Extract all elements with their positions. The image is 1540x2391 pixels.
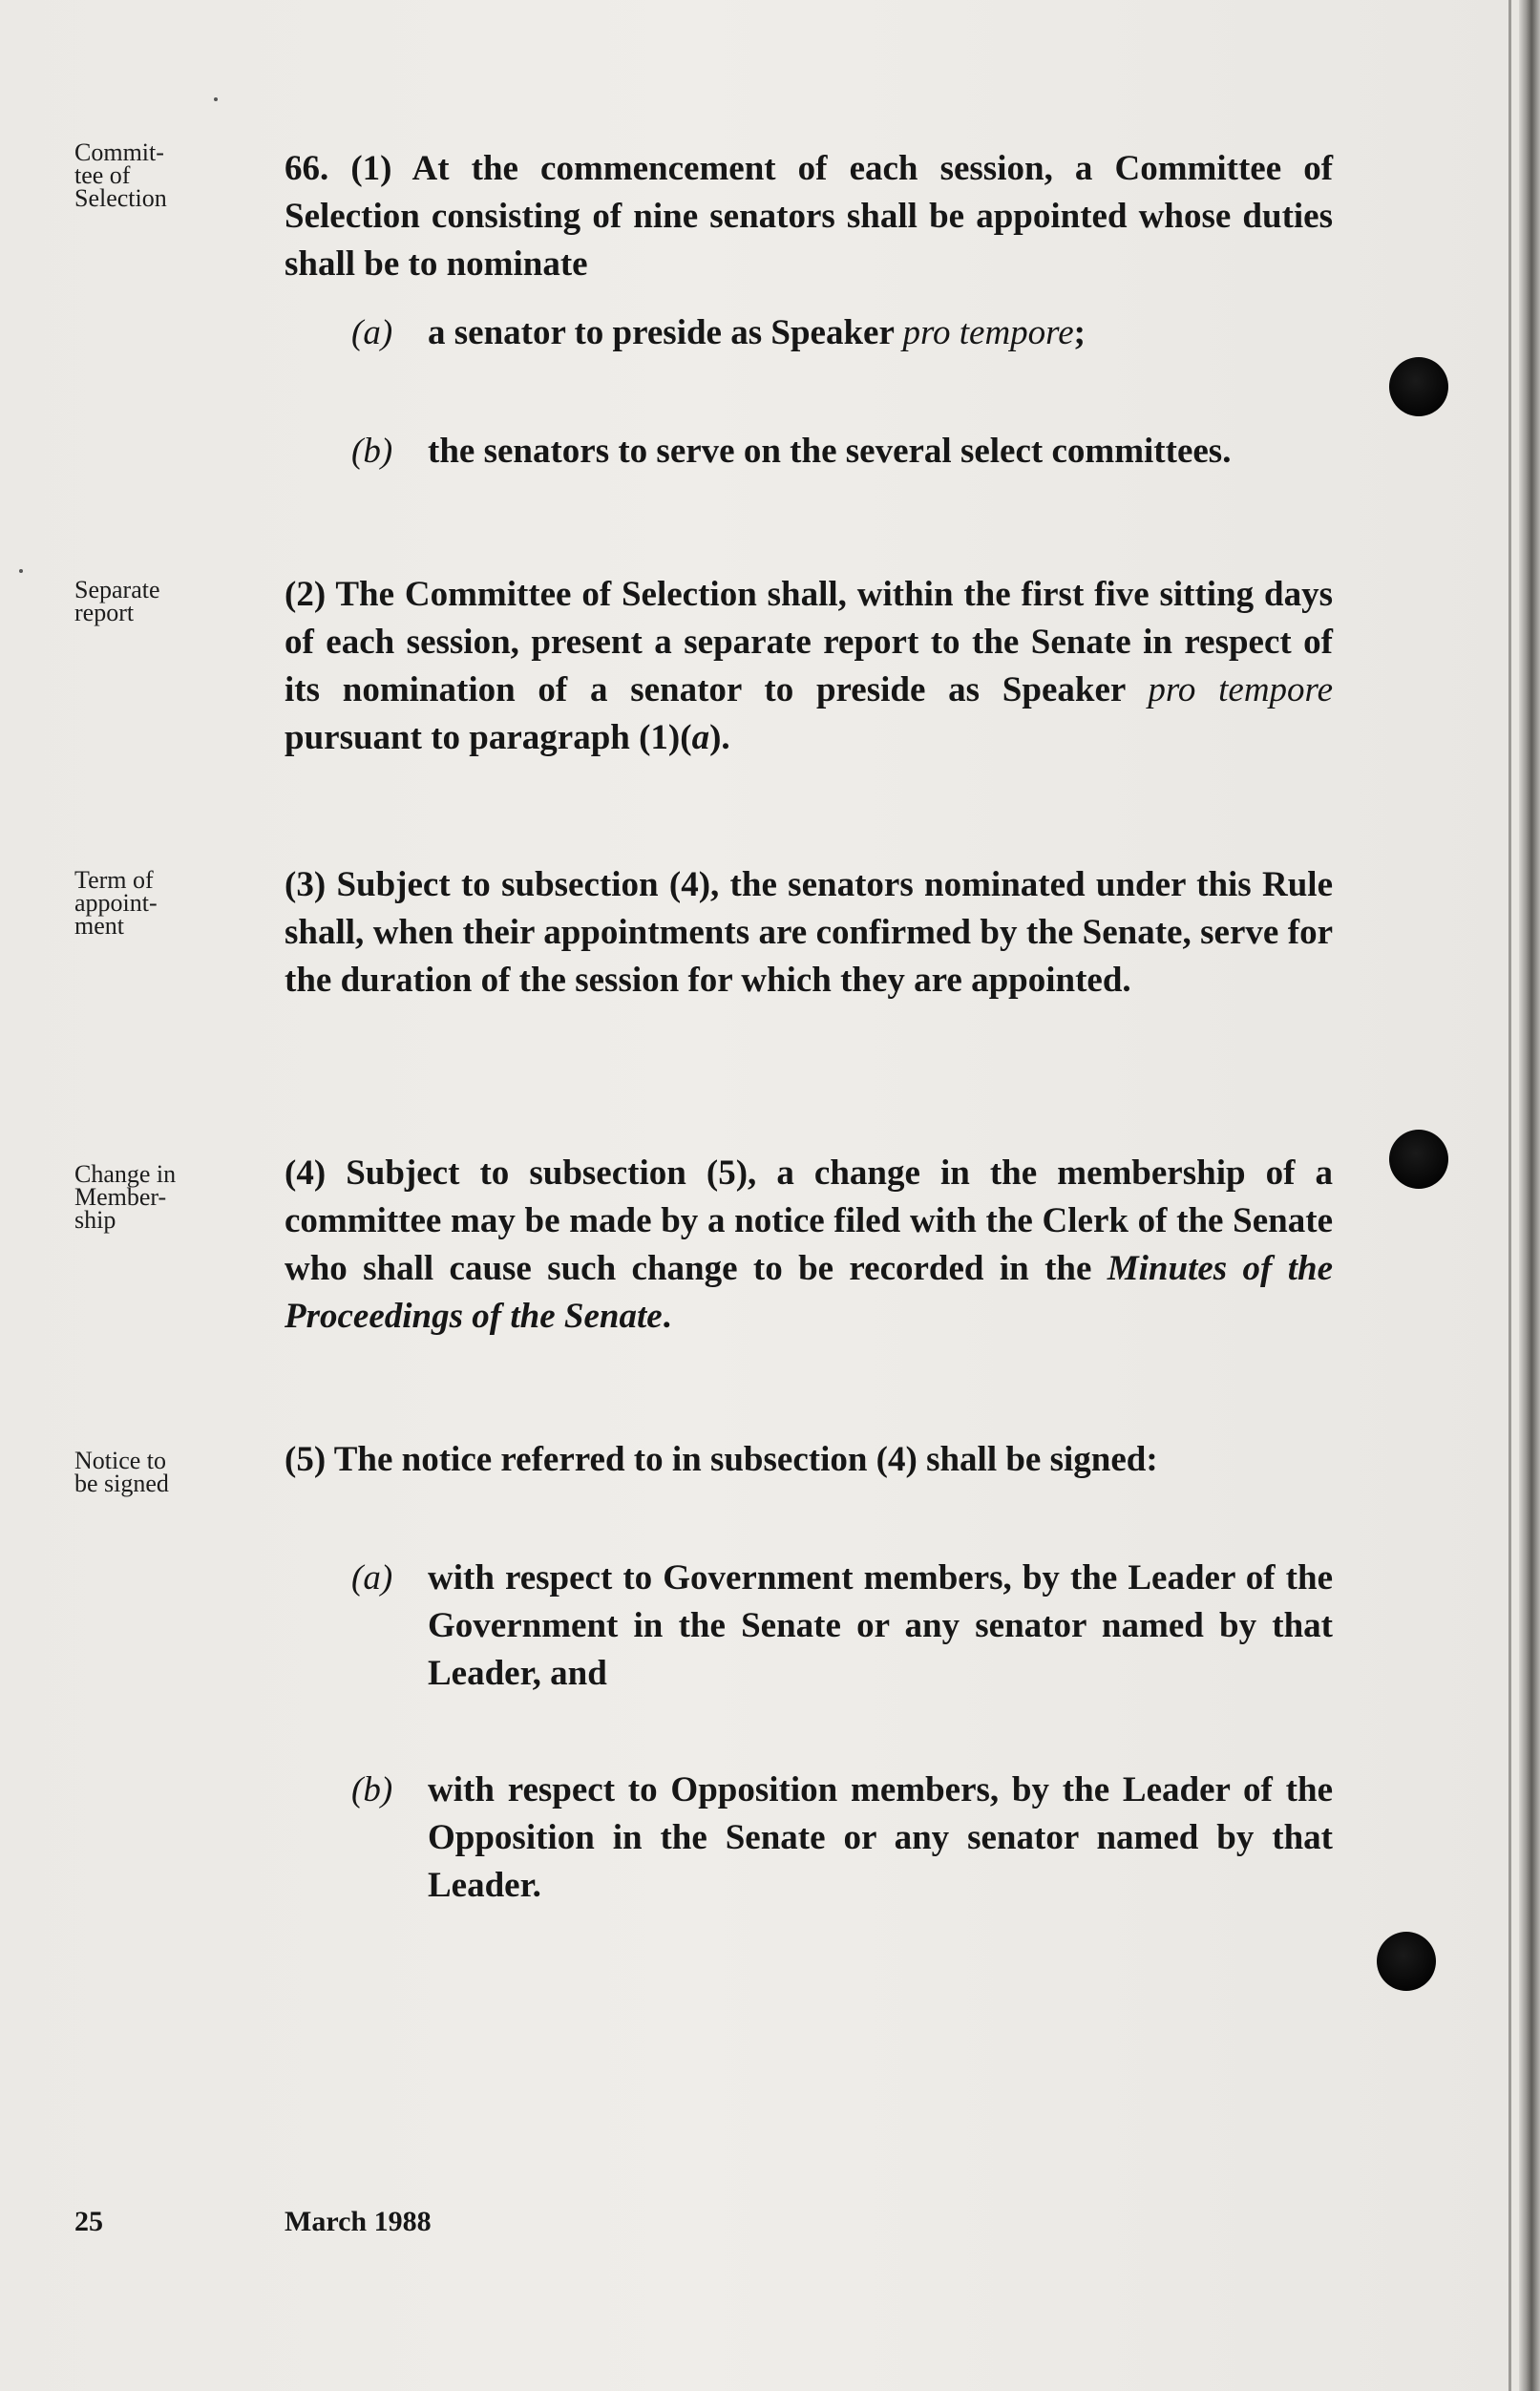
pro-tempore-italic: pro tempore bbox=[902, 313, 1074, 352]
subsection-2-text-3: ). bbox=[709, 718, 730, 757]
rule-66-subsection-2 bbox=[285, 571, 1333, 762]
paragraph-label: (b) bbox=[351, 432, 393, 471]
subsection-1-text: (1) At the commencement of each session, a Committee of Selection consisting of nine senators shall be appointed whose duties shall be to nominate bbox=[285, 149, 1334, 284]
binding-edge bbox=[1519, 0, 1540, 2391]
paragraph-1a-end: ; bbox=[1073, 313, 1086, 352]
speck bbox=[19, 569, 23, 573]
margin-note-term-of-appointment: Term of appoint- ment bbox=[74, 866, 158, 940]
subsection-4-text-1: (4) Subject to subsection (5), a change in the membership of a committee may be made by a notice filed with the Clerk of the Senate who shall cause such change to be recorded in the bbox=[285, 1153, 1333, 1288]
paragraph-5a bbox=[351, 1555, 1333, 1698]
margin-note-separate-report: Separate report bbox=[74, 576, 160, 626]
subsection-4-text-2: . bbox=[662, 1297, 671, 1336]
paragraph-5b bbox=[351, 1767, 1333, 1910]
subsection-2-text-2: pursuant to paragraph (1)( bbox=[285, 718, 692, 757]
paragraph-5a-text: with respect to Government members, by the Leader of the Government in the Senate or any senator named by that Leader, and bbox=[428, 1558, 1333, 1693]
paragraph-1b-text: the senators to serve on the several select committees. bbox=[428, 432, 1232, 471]
footer-date: March 1988 bbox=[285, 2206, 432, 2237]
margin-note-change-in-membership: Change in Member- ship bbox=[74, 1160, 177, 1234]
paragraph-5b-text: with respect to Opposition members, by the Leader of the Opposition in the Senate or any senator named by that Leader. bbox=[428, 1770, 1333, 1905]
rule-number: 66. bbox=[285, 149, 329, 188]
punch-hole-icon bbox=[1389, 357, 1448, 416]
margin-note-notice-to-be-signed: Notice to be signed bbox=[74, 1447, 169, 1497]
subsection-5-text: (5) The notice referred to in subsection (4) shall be signed: bbox=[285, 1440, 1158, 1479]
rule-66-subsection-5 bbox=[285, 1436, 1333, 1484]
paragraph-ref-italic: a bbox=[691, 718, 710, 757]
pro-tempore-italic: pro tempore bbox=[1148, 670, 1333, 709]
minutes-title-italic: Minutes of the Proceedings of the Senate bbox=[285, 1249, 1333, 1336]
rule-66-subsection-3 bbox=[285, 861, 1333, 1005]
punch-hole-icon bbox=[1389, 1130, 1448, 1189]
subsection-2-text-1: (2) The Committee of Selection shall, within the first five sitting days of each session, present a separate report to the Senate in respect of its nomination of a senator to preside as Speaker bbox=[285, 575, 1333, 709]
subsection-3-text: (3) Subject to subsection (4), the senators nominated under this Rule shall, when their appointments are confirmed by the Senate, serve for the duration of the session for which they are appointed. bbox=[285, 865, 1333, 1000]
margin-note-committee-of-selection: Commit- tee of Selection bbox=[74, 138, 167, 212]
rule-66-subsection-1 bbox=[285, 145, 1333, 288]
paragraph-label: (a) bbox=[351, 313, 393, 352]
paragraph-label: (b) bbox=[351, 1770, 393, 1809]
binding-shadow-line bbox=[1508, 0, 1511, 2391]
paragraph-1a-text: a senator to preside as Speaker bbox=[428, 313, 903, 352]
paragraph-1b bbox=[351, 428, 1333, 476]
paragraph-1a bbox=[351, 309, 1333, 357]
speck bbox=[214, 97, 218, 101]
punch-hole-icon bbox=[1377, 1932, 1436, 1991]
page-number: 25 bbox=[74, 2206, 103, 2237]
paragraph-label: (a) bbox=[351, 1558, 393, 1598]
rule-66-subsection-4 bbox=[285, 1150, 1333, 1341]
